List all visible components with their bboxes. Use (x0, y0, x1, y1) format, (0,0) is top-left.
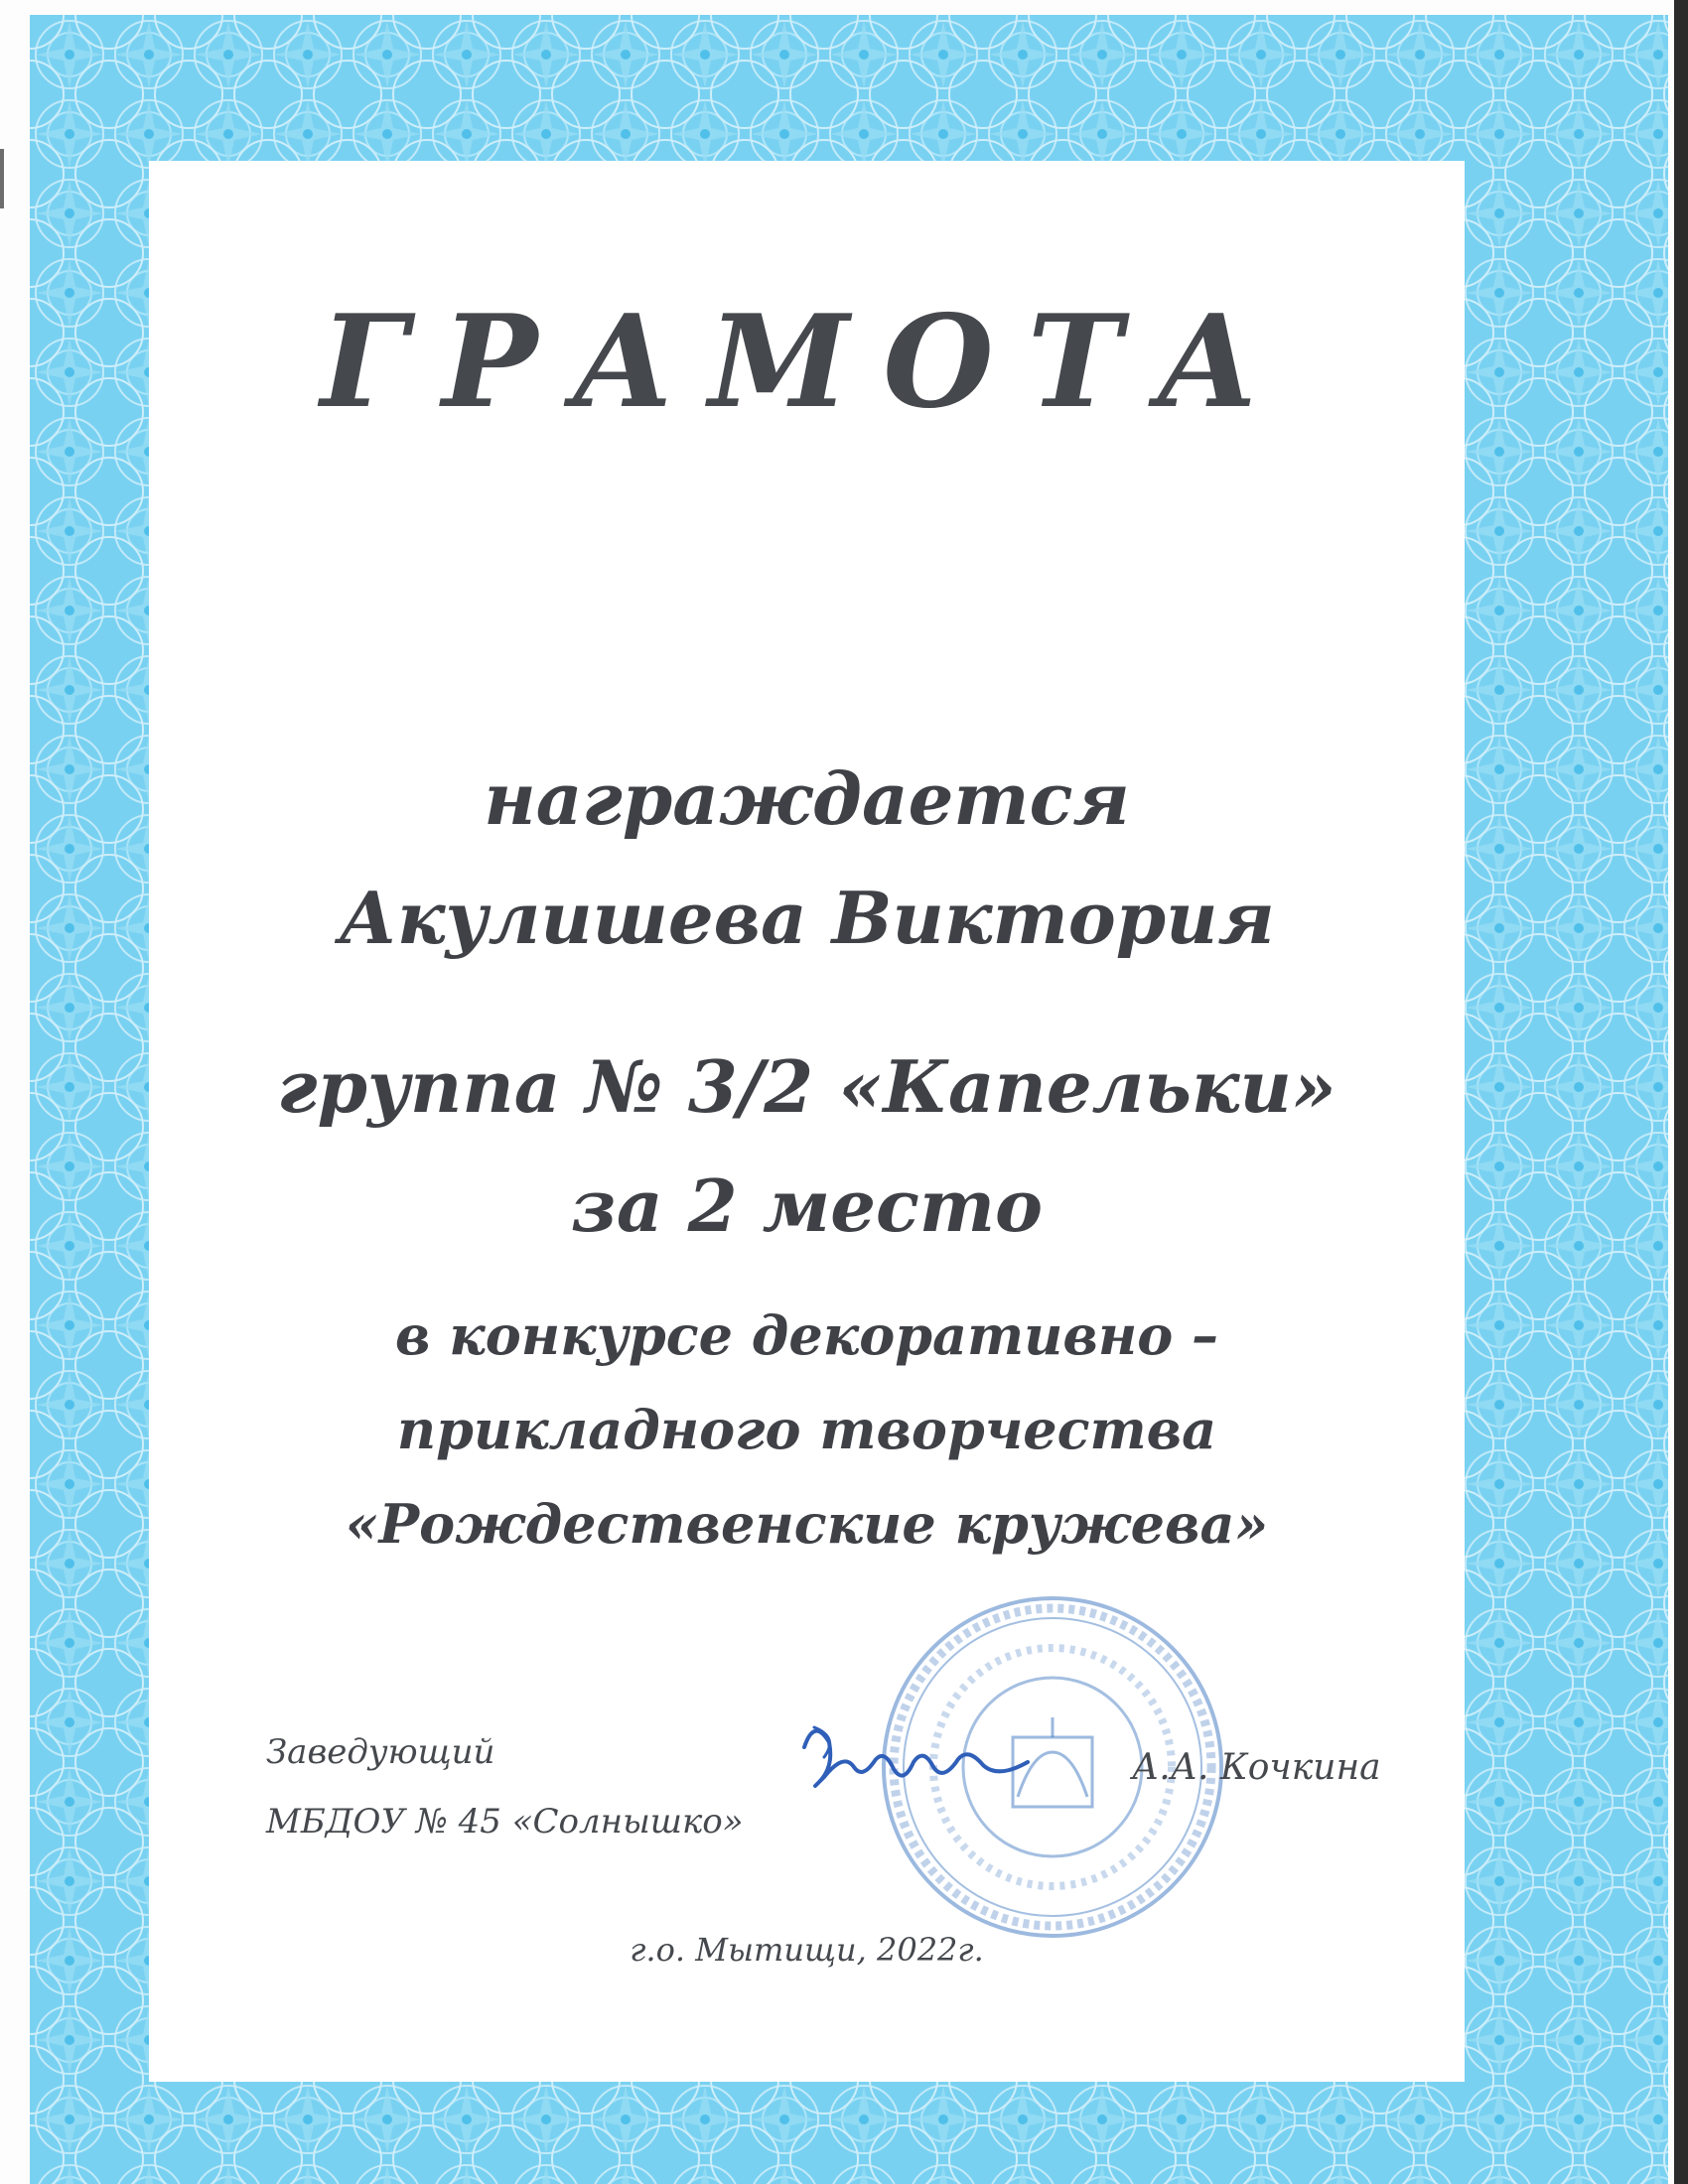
scan-edge-shadow (1674, 0, 1688, 2184)
scan-margin-mark (0, 149, 4, 208)
signer-organization: МБДОУ № 45 «Солнышко» (266, 1802, 744, 1842)
handwritten-signature (784, 1707, 1043, 1817)
place-text: за 2 место (570, 1163, 1044, 1248)
contest-name: «Рождественские кружева» (345, 1492, 1269, 1556)
group-text: группа № 3/2 «Капельки» (277, 1044, 1336, 1129)
contest-line-2: прикладного творчества (396, 1398, 1217, 1461)
recipient-name: Акулишева Виктория (339, 876, 1275, 960)
signer-name: А.А. Кочкина (1132, 1747, 1381, 1788)
signer-position-title: Заведующий (266, 1732, 495, 1772)
place-and-year: г.о. Мытищи, 2022г. (630, 1931, 984, 1969)
certificate-title: ГРАМОТА (320, 288, 1294, 437)
contest-line-1: в конкурсе декоративно – (394, 1303, 1219, 1367)
awarded-text: награждается (484, 756, 1130, 841)
